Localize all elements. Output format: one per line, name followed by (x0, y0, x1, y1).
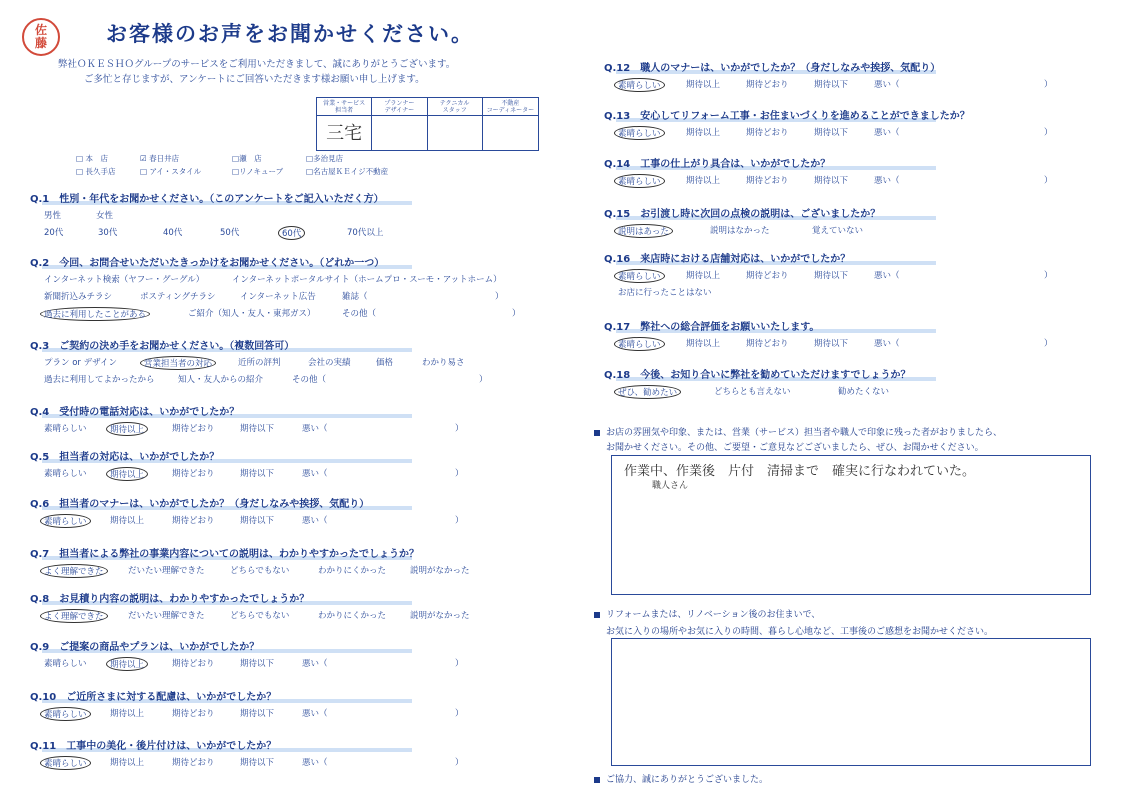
store-checkbox[interactable]: □ アイ・スタイル (140, 167, 202, 176)
answer-option[interactable]: 価格 (376, 358, 394, 368)
answer-option[interactable]: 期待以下 (814, 339, 849, 349)
answer-option[interactable]: 説明がなかった (410, 611, 470, 621)
question-q14-label: Q.14 工事の仕上がり具合は、いかがでしたか？ (604, 159, 831, 170)
answer-option[interactable]: 女性 (96, 211, 114, 221)
answer-option[interactable]: どちらでもない (230, 566, 290, 576)
staff-technical-cell[interactable] (428, 116, 483, 150)
store-checkbox[interactable]: □ 本 店 (76, 154, 108, 163)
answer-option[interactable]: 勧めたくない (838, 387, 890, 397)
answer-option[interactable]: わかり易さ (422, 358, 465, 368)
answer-option[interactable]: 期待以上 (686, 271, 721, 281)
question-q5-label: Q.5 担当者の対応は、いかがでしたか？ (30, 452, 220, 463)
selected-option[interactable]: ぜひ、勧めたい (614, 385, 681, 399)
question-q18-label: Q.18 今後、お知り合いに弊社を勧めていただけますでしょうか？ (604, 370, 911, 381)
comment-section-2-prompt (594, 607, 993, 637)
answer-option[interactable]: 説明がなかった (410, 566, 470, 576)
selected-option[interactable]: 期待以上 (106, 422, 148, 436)
answer-option[interactable]: インターネット検索（ヤフー・グーグル） (44, 275, 205, 285)
answer-option[interactable]: 期待以上 (686, 128, 721, 138)
answer-option[interactable]: 期待どおり (746, 176, 789, 186)
thanks-note (594, 772, 768, 785)
staff-header: テクニカル スタッフ (428, 98, 483, 116)
comment-box-1[interactable] (611, 455, 1091, 595)
answer-option[interactable]: 期待以上 (110, 709, 145, 719)
answer-option[interactable]: 期待以下 (814, 80, 849, 90)
prompt-line: お気に入りの場所やお気に入りの時間、暮らし心地など、工事後のご感想をお聞かせください。 (606, 627, 994, 637)
store-checkbox[interactable]: ☑ 春日井店 (140, 154, 180, 163)
answer-option[interactable]: だいたい理解できた (128, 566, 205, 576)
answer-option[interactable]: 40代 (163, 228, 183, 238)
answer-option[interactable]: 覚えていない (812, 226, 864, 236)
store-checkbox[interactable]: □ 長久手店 (76, 167, 116, 176)
seal-char: 藤 (34, 36, 47, 50)
answer-option[interactable]: インターネット広告 (240, 292, 316, 302)
answer-option[interactable]: 悪い（ ） (874, 339, 1053, 349)
answer-option[interactable]: 期待どおり (172, 758, 215, 768)
question-q1-label: Q.1 性別・年代をお聞かせください。（このアンケートをご記入いただく方） (30, 194, 384, 205)
answer-option[interactable]: 期待以下 (240, 469, 275, 479)
answer-option[interactable]: 期待以上 (686, 80, 721, 90)
answer-option[interactable]: どちらでもない (230, 611, 290, 621)
answer-option[interactable]: 期待以下 (814, 128, 849, 138)
answer-option[interactable]: 過去に利用してよかったから (44, 375, 155, 385)
store-checkbox[interactable]: □リノキューブ (232, 167, 284, 176)
answer-option[interactable]: 雑誌（ ） (342, 292, 504, 302)
question-q7-label: Q.7 担当者による弊社の事業内容についての説明は、わかりやすかったでしょうか？ (30, 549, 420, 560)
answer-option[interactable]: 悪い（ ） (302, 516, 464, 526)
staff-header: 不動産 コーディネーター (483, 98, 538, 116)
answer-option[interactable]: 新聞折込みチラシ (44, 292, 113, 302)
answer-option[interactable]: 期待以下 (240, 516, 275, 526)
answer-option[interactable]: 素晴らしい (44, 659, 87, 669)
comment-section-1-prompt (594, 425, 1002, 453)
question-q15-label: Q.15 お引渡し時に次回の点検の説明は、ございましたか？ (604, 209, 881, 220)
question-q9-label: Q.9 ご提案の商品やプランは、いかがでしたか？ (30, 642, 260, 653)
answer-option[interactable]: わかりにくかった (318, 611, 387, 621)
answer-option[interactable]: 期待以上 (686, 176, 721, 186)
store-checkbox[interactable]: □瀬 店 (232, 154, 262, 163)
prompt-line: リフォームまたは、リノベーション後のお住まいで、 (606, 610, 821, 620)
question-q10-label: Q.10 ご近所さまに対する配慮は、いかがでしたか？ (30, 692, 277, 703)
question-q16-label: Q.16 来店時における店舗対応は、いかがでしたか？ (604, 254, 851, 265)
comment-box-2[interactable] (611, 638, 1091, 766)
answer-option[interactable]: 悪い（ ） (302, 424, 464, 434)
answer-option[interactable]: 期待どおり (172, 424, 215, 434)
staff-table (316, 97, 539, 151)
staff-header: 営業・サービス 担当者 (317, 98, 372, 116)
answer-option[interactable]: 悪い（ ） (302, 758, 464, 768)
selected-option[interactable]: よく理解できた (40, 564, 108, 578)
selected-option[interactable]: 素晴らしい (614, 269, 665, 283)
answer-option[interactable]: 期待以下 (240, 709, 275, 719)
answer-option[interactable]: 悪い（ ） (874, 128, 1053, 138)
answer-option[interactable]: ご紹介（知人・友人・東邦ガス） (188, 309, 316, 319)
selected-option[interactable]: 営業担当者の対応 (140, 356, 216, 370)
selected-option[interactable]: 素晴らしい (614, 337, 665, 351)
answer-option[interactable]: ポスティングチラシ (140, 292, 216, 302)
selected-option[interactable]: 過去に利用したことがある (40, 307, 150, 321)
selected-option[interactable]: 60代 (278, 226, 305, 240)
answer-option[interactable]: 悪い（ ） (302, 469, 464, 479)
answer-option[interactable]: 近所の評判 (238, 358, 281, 368)
answer-option[interactable]: 期待以下 (240, 758, 275, 768)
selected-option[interactable]: 素晴らしい (614, 126, 665, 140)
answer-option[interactable]: 期待どおり (172, 469, 215, 479)
store-checkbox[interactable]: □名古屋ＫＥイジ不動産 (306, 167, 389, 176)
question-q12-label: Q.12 職人のマナーは、いかがでしたか？（身だしなみや挨拶、気配り） (604, 63, 941, 74)
answer-option[interactable]: 30代 (98, 228, 118, 238)
answer-option[interactable]: どちらとも言えない (714, 387, 791, 397)
staff-sales-name[interactable]: 三宅 (317, 116, 372, 150)
name-seal-stamp (22, 18, 60, 56)
staff-realestate-cell[interactable] (483, 116, 538, 150)
answer-option[interactable]: 期待以下 (814, 271, 849, 281)
selected-option[interactable]: 素晴らしい (614, 174, 665, 188)
store-checkbox[interactable]: □多治見店 (306, 154, 344, 163)
answer-option[interactable]: 期待どおり (172, 516, 215, 526)
answer-option[interactable]: 素晴らしい (44, 424, 87, 434)
answer-option[interactable]: 期待どおり (746, 271, 789, 281)
answer-option[interactable]: 悪い（ ） (874, 176, 1053, 186)
answer-option[interactable]: 期待以下 (814, 176, 849, 186)
answer-option[interactable]: 期待以上 (686, 339, 721, 349)
selected-option[interactable]: 期待以上 (106, 657, 148, 671)
handwritten-comment: 作業中、作業後 片付 清掃まで 確実に行なわれていた。 (624, 464, 976, 479)
answer-option[interactable]: 期待以下 (240, 659, 275, 669)
answer-option[interactable]: 悪い（ ） (302, 659, 464, 669)
question-q6-label: Q.6 担当者のマナーは、いかがでしたか？（身だしなみや挨拶、気配り） (30, 499, 370, 510)
question-q13-label: Q.13 安心してリフォーム工事・お住まいづくりを進めることができましたか？ (604, 111, 970, 122)
intro-line: ご多忙と存じますが、アンケートにご回答いただきます様お願い申し上げます。 (84, 74, 425, 85)
question-q4-label: Q.4 受付時の電話対応は、いかがでしたか？ (30, 407, 240, 418)
answer-option[interactable]: 知人・友人からの紹介 (178, 375, 264, 385)
question-q17-label: Q.17 弊社への総合評価をお願いいたします。 (604, 322, 820, 333)
answer-option[interactable]: 悪い（ ） (874, 80, 1053, 90)
answer-option[interactable]: 期待どおり (746, 80, 789, 90)
answer-option[interactable]: 70代以上 (347, 228, 384, 238)
page-title: お客様のお声をお聞かせください。 (106, 22, 474, 46)
intro-line: 弊社ＯＫＥＳＨＯグループのサービスをご利用いただきまして、誠にありがとうございます。 (58, 59, 456, 70)
seal-char: 佐 (34, 23, 47, 37)
answer-option[interactable]: お店に行ったことはない (618, 288, 712, 298)
answer-option[interactable]: 期待以下 (240, 424, 275, 434)
staff-header: プランナー デザイナー (372, 98, 427, 116)
selected-option[interactable]: 素晴らしい (40, 707, 91, 721)
answer-option[interactable]: 50代 (220, 228, 240, 238)
selected-option[interactable]: 期待以上 (106, 467, 148, 481)
answer-option[interactable]: 素晴らしい (44, 469, 87, 479)
selected-option[interactable]: 素晴らしい (614, 78, 665, 92)
question-q3-label: Q.3 ご契約の決め手をお聞かせください。（複数回答可） (30, 341, 295, 352)
prompt-line: お店の雰囲気や印象、または、営業（サービス）担当者や職人で印象に残った者がおりましたら、 (606, 428, 1003, 438)
selected-option[interactable]: 素晴らしい (40, 514, 91, 528)
answer-option[interactable]: 20代 (44, 228, 64, 238)
answer-option[interactable]: プラン or デザイン (44, 358, 118, 368)
answer-option[interactable]: 悪い（ ） (302, 709, 464, 719)
handwritten-insert: 職人さん (652, 481, 689, 491)
answer-option[interactable]: インターネットポータルサイト（ホームプロ・スーモ・アットホーム） (232, 275, 502, 285)
answer-option[interactable]: 期待どおり (172, 709, 215, 719)
answer-option[interactable]: 期待どおり (746, 128, 789, 138)
answer-option[interactable]: その他（ ） (292, 375, 488, 385)
selected-option[interactable]: 素晴らしい (40, 756, 91, 770)
answer-option[interactable]: わかりにくかった (318, 566, 387, 576)
answer-option[interactable]: 期待以上 (110, 758, 145, 768)
answer-option[interactable]: 説明はなかった (710, 226, 770, 236)
selected-option[interactable]: 説明はあった (614, 224, 673, 238)
answer-option[interactable]: だいたい理解できた (128, 611, 205, 621)
answer-option[interactable]: 悪い（ ） (874, 271, 1053, 281)
prompt-line: お聞かせください。その他、ご要望・ご意見などございましたら、ぜひ、お聞かせください。 (606, 443, 984, 453)
selected-option[interactable]: よく理解できた (40, 609, 108, 623)
question-q11-label: Q.11 工事中の美化・後片付けは、いかがでしたか？ (30, 741, 277, 752)
question-q2-label: Q.2 今回、お問合せいただいたきっかけをお聞かせください。（どれか一つ） (30, 258, 385, 269)
answer-option[interactable]: 期待どおり (172, 659, 215, 669)
thanks-text: ご協力、誠にありがとうございました。 (606, 775, 769, 785)
question-q8-label: Q.8 お見積り内容の説明は、わかりやすかったでしょうか？ (30, 594, 310, 605)
staff-planner-cell[interactable] (372, 116, 427, 150)
answer-option[interactable]: 男性 (44, 211, 62, 221)
answer-option[interactable]: 期待以上 (110, 516, 145, 526)
answer-option[interactable]: 期待どおり (746, 339, 789, 349)
answer-option[interactable]: その他（ ） (342, 309, 521, 319)
answer-option[interactable]: 会社の実績 (308, 358, 351, 368)
